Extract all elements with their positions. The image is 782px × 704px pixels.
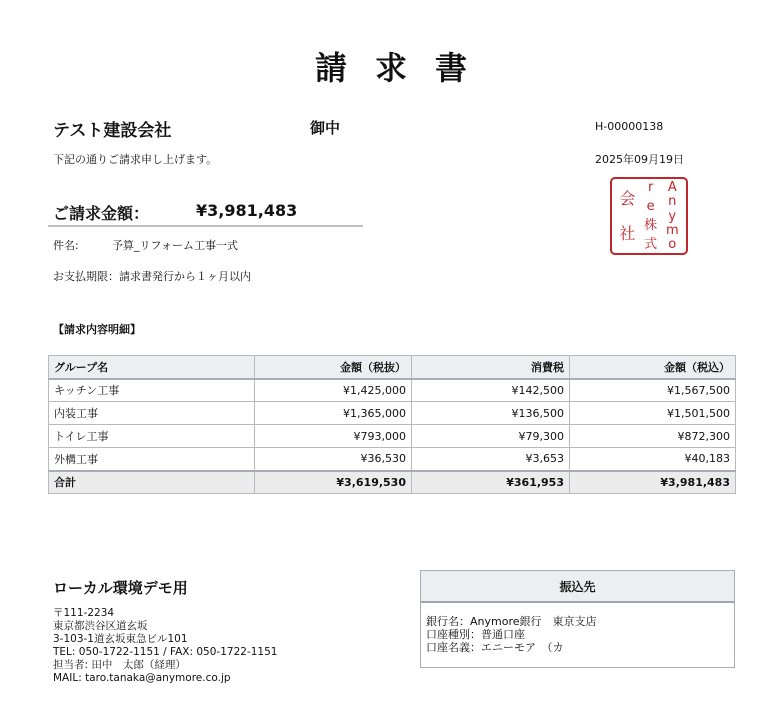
subject-label: 件名: (53, 239, 79, 252)
bank-transfer-details (421, 603, 734, 654)
cell-tax: ¥79,300 (412, 425, 570, 448)
cell-tax: ¥142,500 (412, 379, 570, 402)
issuer-address-line-2: 3-103-1道玄坂東急ビル101 (53, 633, 188, 645)
total-label: 合計 (49, 471, 255, 494)
column-header-amount-excl-tax: 金額（税抜） (255, 356, 412, 379)
seal-char: n (668, 194, 677, 210)
seal-column-1 (666, 181, 679, 251)
total-amount-incl-tax: ¥3,981,483 (570, 471, 736, 494)
seal-char: A (667, 180, 677, 195)
column-header-tax: 消費税 (412, 356, 570, 379)
intro-text: 下記の通りご請求申し上げます。 (53, 153, 218, 166)
invoice-detail-table (48, 355, 736, 494)
invoice-number: H-00000138 (595, 120, 664, 133)
total-tax: ¥361,953 (412, 471, 570, 494)
cell-group: 外構工事 (49, 448, 255, 471)
billing-amount (48, 199, 363, 227)
cell-group: 内装工事 (49, 402, 255, 425)
issuer-company-name: ローカル環境デモ用 (53, 579, 188, 597)
issuer-contact-person: 担当者: 田中 太郎（経理） (53, 659, 186, 671)
table-row (49, 425, 736, 448)
client-name: テスト建設会社 (53, 121, 172, 141)
seal-column-3 (619, 181, 635, 251)
cell-tax: ¥136,500 (412, 402, 570, 425)
table-row (49, 402, 736, 425)
column-header-group: グループ名 (49, 356, 255, 379)
seal-char: 会 (619, 188, 636, 208)
payment-terms: お支払期限：請求書発行から１ヶ月以内 (53, 270, 251, 283)
billing-amount-value: ¥3,981,483 (196, 201, 298, 220)
seal-char: 社 (619, 223, 636, 243)
column-header-amount-incl-tax: 金額（税込） (570, 356, 736, 379)
seal-char: y (668, 208, 677, 224)
issuer-postal-code: 〒111-2234 (53, 607, 115, 619)
cell-group: トイレ工事 (49, 425, 255, 448)
detail-heading: 【請求内容明細】 (53, 323, 141, 336)
cell-amount-excl-tax: ¥793,000 (255, 425, 412, 448)
seal-column-2 (644, 181, 657, 251)
subject-value: 予算_リフォーム工事一式 (112, 239, 238, 252)
account-holder: 口座名義：エニーモア （カ (426, 641, 564, 654)
issuer-phone-fax: TEL: 050-1722-1151 / FAX: 050-1722-1151 (53, 646, 278, 658)
seal-char: m (665, 222, 679, 238)
bank-transfer-heading: 振込先 (421, 571, 734, 603)
seal-char: e (646, 199, 655, 214)
seal-char: 式 (644, 237, 658, 252)
cell-amount-incl-tax: ¥1,567,500 (570, 379, 736, 402)
cell-tax: ¥3,653 (412, 448, 570, 471)
cell-amount-excl-tax: ¥1,365,000 (255, 402, 412, 425)
cell-amount-incl-tax: ¥872,300 (570, 425, 736, 448)
billing-amount-label: ご請求金額： (53, 204, 150, 223)
company-seal-icon (610, 177, 688, 255)
cell-amount-incl-tax: ¥1,501,500 (570, 402, 736, 425)
seal-char: r (647, 180, 654, 195)
cell-amount-excl-tax: ¥1,425,000 (255, 379, 412, 402)
table-header-row (49, 356, 736, 379)
seal-char: o (668, 237, 677, 252)
cell-group: キッチン工事 (49, 379, 255, 402)
table-total-row (49, 471, 736, 494)
cell-amount-excl-tax: ¥36,530 (255, 448, 412, 471)
table-row (49, 448, 736, 471)
issuer-address-line-1: 東京都渋谷区道玄坂 (53, 620, 148, 632)
document-title: 請求書 (314, 49, 495, 87)
bank-transfer-box (420, 570, 735, 668)
issue-date: 2025年09月19日 (595, 153, 684, 166)
table-row (49, 379, 736, 402)
bank-name: 銀行名：Anymore銀行 東京支店 (426, 615, 597, 628)
total-amount-excl-tax: ¥3,619,530 (255, 471, 412, 494)
honorific: 御中 (310, 119, 341, 137)
cell-amount-incl-tax: ¥40,183 (570, 448, 736, 471)
seal-char: 株 (644, 218, 658, 233)
issuer-contact-info (53, 607, 277, 685)
account-type: 口座種別：普通口座 (426, 628, 525, 641)
issuer-email: MAIL: taro.tanaka@anymore.co.jp (53, 672, 231, 684)
